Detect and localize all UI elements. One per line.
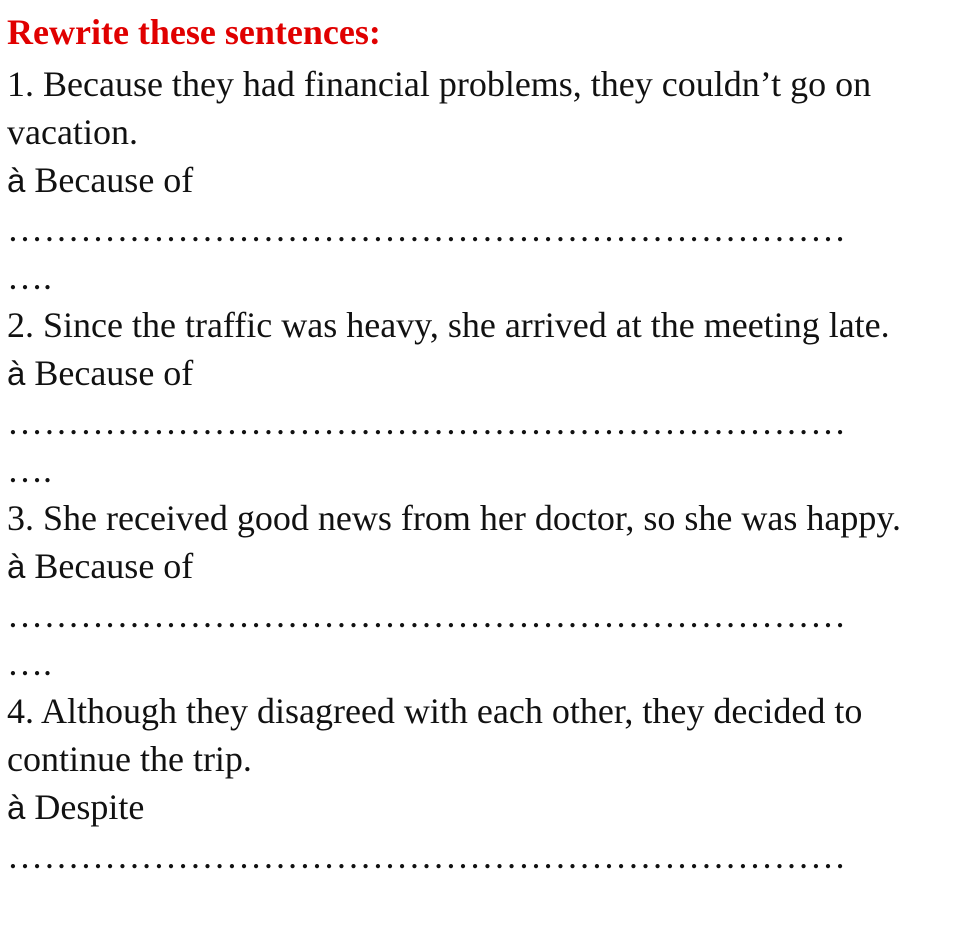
- question-number: 3.: [7, 498, 34, 538]
- question-sentence: She received good news from her doctor, so she was happy.: [43, 498, 901, 538]
- answer-line[interactable]: ……………………………………………………………: [7, 209, 847, 249]
- answer-line-tail: ….: [7, 257, 52, 297]
- answer-line[interactable]: ……………………………………………………………: [7, 402, 847, 442]
- question-text: [7, 301, 917, 349]
- question-sentence: Since the traffic was heavy, she arrived at the meeting late.: [43, 305, 890, 345]
- arrow-marker: à: [7, 162, 26, 199]
- rewrite-prompt: [7, 783, 957, 832]
- arrow-marker: à: [7, 789, 26, 826]
- question-number: 2.: [7, 305, 34, 345]
- question-1: [7, 60, 957, 301]
- answer-line-tail: ….: [7, 450, 52, 490]
- answer-line[interactable]: ……………………………………………………………: [7, 595, 847, 635]
- question-4: [7, 687, 957, 880]
- question-3: [7, 494, 957, 687]
- rewrite-prompt: [7, 349, 957, 398]
- prompt-starter: Because of: [34, 160, 194, 200]
- worksheet: [7, 10, 957, 880]
- prompt-starter: Despite: [34, 787, 145, 827]
- worksheet-title: Rewrite these sentences:: [7, 12, 381, 52]
- question-sentence: Although they disagreed with each other, they decided to continue the trip.: [7, 691, 863, 779]
- rewrite-prompt: [7, 156, 957, 205]
- question-number: 4.: [7, 691, 34, 731]
- question-text: [7, 687, 917, 783]
- answer-line[interactable]: ……………………………………………………………: [7, 836, 847, 876]
- question-number: 1.: [7, 64, 34, 104]
- question-text: [7, 60, 917, 156]
- arrow-marker: à: [7, 355, 26, 392]
- question-sentence: Because they had financial problems, they couldn’t go on vacation.: [7, 64, 872, 152]
- rewrite-prompt: [7, 542, 957, 591]
- answer-line-tail: ….: [7, 643, 52, 683]
- question-text: [7, 494, 917, 542]
- question-2: [7, 301, 957, 494]
- prompt-starter: Because of: [34, 546, 194, 586]
- prompt-starter: Because of: [34, 353, 194, 393]
- arrow-marker: à: [7, 548, 26, 585]
